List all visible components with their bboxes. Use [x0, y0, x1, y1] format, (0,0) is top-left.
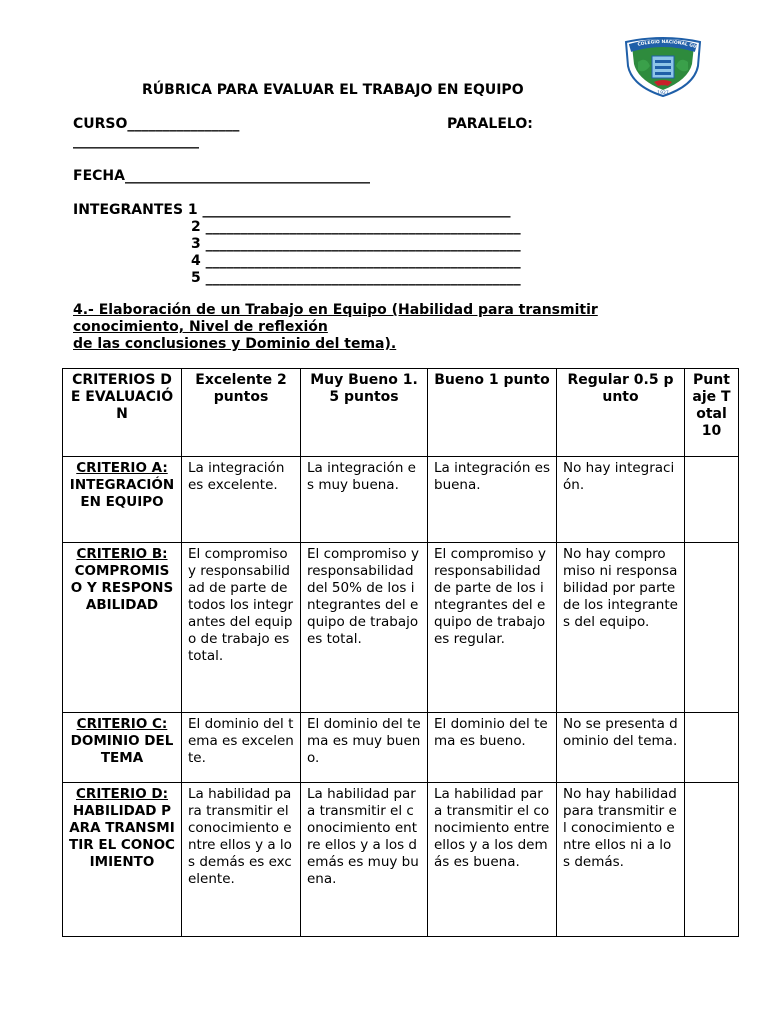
heading-line-3: de las conclusiones y Dominio del tema). — [73, 336, 397, 352]
criterion-label: CRITERIO B: — [76, 546, 168, 562]
cell-puntaje[interactable] — [685, 713, 739, 783]
cell-puntaje[interactable] — [685, 457, 739, 543]
table-row — [63, 543, 739, 713]
table-row — [63, 783, 739, 937]
heading-line-2: conocimiento, Nivel de reflexión — [73, 319, 328, 335]
curso-field[interactable]: CURSO________________ — [73, 116, 240, 132]
header-muy-bueno: Muy Bueno 1.5 puntos — [301, 369, 428, 457]
integrantes-field-4[interactable]: 4 _____________________________________________ — [191, 253, 521, 269]
cell-regular: No hay habilidad para transmitir el conocimiento entre ellos ni a los demás. — [557, 783, 685, 937]
integrantes-field-1[interactable]: INTEGRANTES 1 ____________________________________________ — [73, 202, 511, 218]
cell-muy-bueno: La habilidad para transmitir el conocimiento entre ellos y a los demás es muy buena. — [301, 783, 428, 937]
criterion-label: CRITERIO D: — [76, 786, 168, 802]
integrantes-field-3[interactable]: 3 _____________________________________________ — [191, 236, 521, 252]
paralelo-label: PARALELO: — [447, 116, 533, 132]
criterion-label: CRITERIO A: — [76, 460, 168, 476]
cell-bueno: La integración es buena. — [428, 457, 557, 543]
cell-bueno: La habilidad para transmitir el conocimiento entre ellos y a los demás es buena. — [428, 783, 557, 937]
cell-bueno: El compromiso y responsabilidad de parte de los integrantes del equipo de trabajo es regular. — [428, 543, 557, 713]
rubric-table — [62, 368, 739, 937]
school-shield-logo — [622, 36, 704, 98]
criterion-cell — [63, 783, 182, 937]
integrantes-field-2[interactable]: 2 _____________________________________________ — [191, 219, 521, 235]
criterion-name: HABILIDAD PARA TRANSMITIR EL CONOCIMIENTO — [69, 803, 175, 870]
cell-excelente: La habilidad para transmitir el conocimiento entre ellos y a los demás es excelente. — [182, 783, 301, 937]
fecha-field[interactable]: FECHA___________________________________ — [73, 168, 370, 184]
table-header-row — [63, 369, 739, 457]
criterion-name: INTEGRACIÓN EN EQUIPO — [69, 477, 175, 510]
table-row — [63, 713, 739, 783]
table-row — [63, 457, 739, 543]
svg-text:1927: 1927 — [657, 91, 669, 96]
cell-regular: No se presenta dominio del tema. — [557, 713, 685, 783]
section-heading — [73, 302, 598, 353]
header-puntaje: Puntaje Total 10 — [685, 369, 739, 457]
header-criterios: CRITERIOS DE EVALUACIÓN — [63, 369, 182, 457]
criterion-cell — [63, 713, 182, 783]
criterion-cell — [63, 457, 182, 543]
criterion-cell — [63, 543, 182, 713]
cell-puntaje[interactable] — [685, 543, 739, 713]
paralelo-field[interactable]: __________________ — [73, 133, 199, 149]
header-excelente: Excelente 2 puntos — [182, 369, 301, 457]
cell-regular: No hay compromiso ni responsabilidad por parte de los integrantes del equipo. — [557, 543, 685, 713]
header-bueno: Bueno 1 punto — [428, 369, 557, 457]
cell-bueno: El dominio del tema es bueno. — [428, 713, 557, 783]
cell-muy-bueno: El dominio del tema es muy bueno. — [301, 713, 428, 783]
cell-muy-bueno: La integración es muy buena. — [301, 457, 428, 543]
criterion-name: DOMINIO DEL TEMA — [70, 733, 174, 766]
cell-muy-bueno: El compromiso y responsabilidad del 50% de los integrantes del equipo de trabajo es total. — [301, 543, 428, 713]
cell-puntaje[interactable] — [685, 783, 739, 937]
cell-regular: No hay integración. — [557, 457, 685, 543]
cell-excelente: La integración es excelente. — [182, 457, 301, 543]
criterion-name: COMPROMISO Y RESPONSABILIDAD — [70, 563, 174, 613]
svg-text:COLEGIO NACIONAL GUAYAQUIL: COLEGIO NACIONAL GU — [637, 39, 697, 50]
criterion-label: CRITERIO C: — [76, 716, 168, 732]
cell-excelente: El compromiso y responsabilidad de parte de todos los integrantes del equipo de trabajo es total. — [182, 543, 301, 713]
cell-excelente: El dominio del tema es excelente. — [182, 713, 301, 783]
integrantes-field-5[interactable]: 5 _____________________________________________ — [191, 270, 521, 286]
document-title: RÚBRICA PARA EVALUAR EL TRABAJO EN EQUIPO — [142, 82, 524, 98]
header-regular: Regular 0.5 punto — [557, 369, 685, 457]
heading-line-1: 4.- Elaboración de un Trabajo en Equipo (Habilidad para transmitir — [73, 302, 598, 318]
